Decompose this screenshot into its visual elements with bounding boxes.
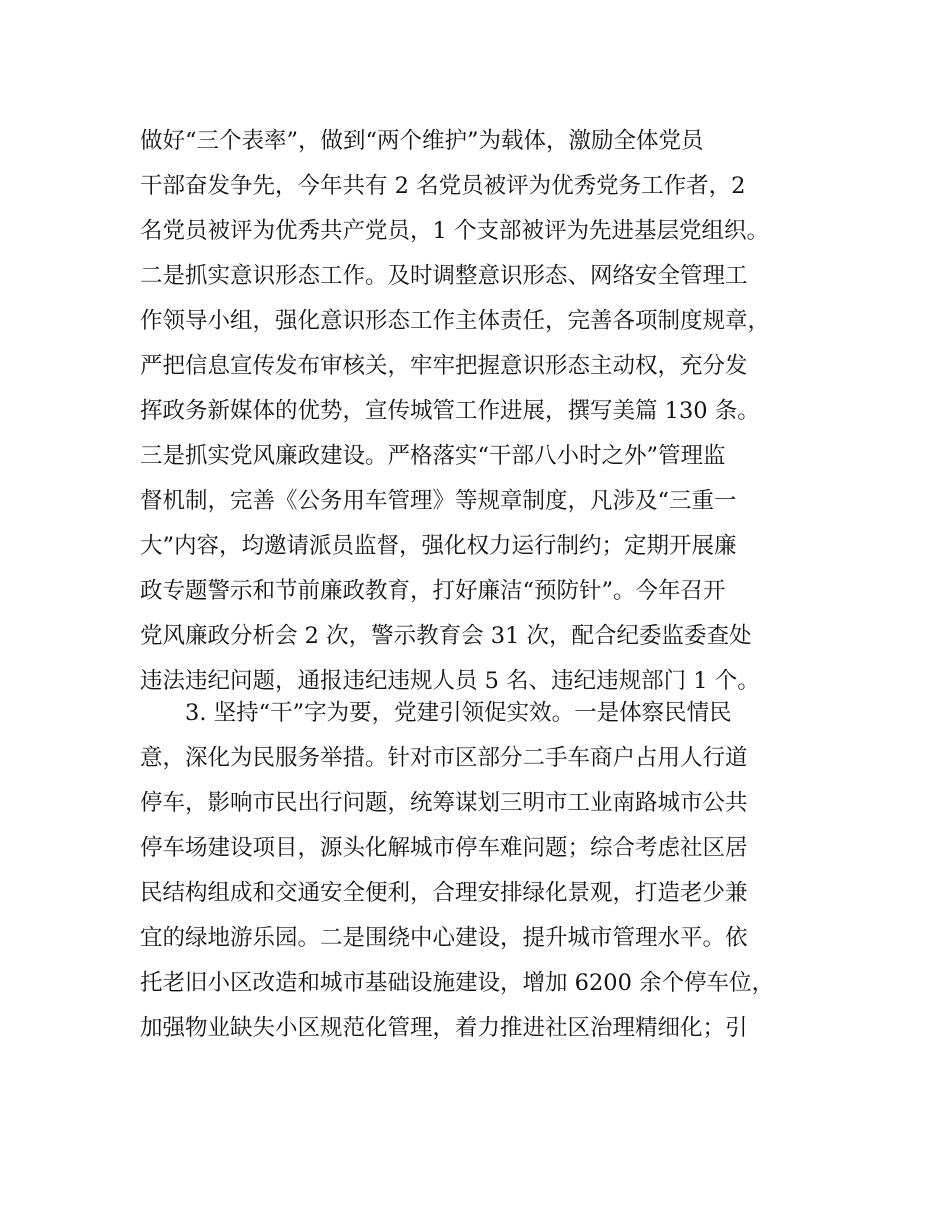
text-line: 停车场建设项目，源头化解城市停车难问题；综合考虑社区居 — [140, 835, 748, 861]
text-line: 政专题警示和节前廉政教育，打好廉洁“预防针”。今年召开 — [140, 578, 726, 604]
text-line: 意，深化为民服务举措。针对市区部分二手车商户占用人行道 — [140, 745, 748, 771]
text-line: 加强物业缺失小区规范化管理，着力推进社区治理精细化；引 — [140, 1015, 748, 1041]
paragraph-section-3 — [140, 691, 820, 1051]
text-line: 督机制，完善《公务用车管理》等规章制度，凡涉及“三重一 — [140, 488, 737, 514]
text-line: 托老旧小区改造和城市基础设施建设，增加 6200 余个停车位， — [140, 970, 775, 996]
text-line: 挥政务新媒体的优势，宣传城管工作进展，撰写美篇 130 条。 — [140, 398, 760, 424]
text-line: 违法违纪问题，通报违纪违规人员 5 名、违纪违规部门 1 个。 — [140, 668, 760, 694]
text-line: 党风廉政分析会 2 次，警示教育会 31 次，配合纪委监委查处 — [140, 623, 752, 649]
text-line: 做好“三个表率”，做到“两个维护”为载体，激励全体党员 — [140, 128, 704, 154]
text-line: 大”内容，均邀请派员监督，强化权力运行制约；定期开展廉 — [140, 533, 737, 559]
text-line: 宜的绿地游乐园。二是围绕中心建设，提升城市管理水平。依 — [140, 925, 748, 951]
text-line: 三是抓实党风廉政建设。严格落实“干部八小时之外”管理监 — [140, 443, 726, 469]
text-line: 干部奋发争先，今年共有 2 名党员被评为优秀党务工作者，2 — [140, 173, 746, 199]
text-line: 二是抓实意识形态工作。及时调整意识形态、网络安全管理工 — [140, 263, 748, 289]
paragraph-party-building — [140, 119, 820, 704]
text-line: 严把信息宣传发布审核关，牢牢把握意识形态主动权，充分发 — [140, 353, 748, 379]
text-line: 民结构组成和交通安全便利，合理安排绿化景观，打造老少兼 — [140, 880, 748, 906]
text-line: 名党员被评为优秀共产党员，1 个支部被评为先进基层党组织。 — [140, 218, 769, 244]
text-line: 停车，影响市民出行问题，统筹谋划三明市工业南路城市公共 — [140, 790, 748, 816]
text-line: 作领导小组，强化意识形态工作主体责任，完善各项制度规章， — [140, 308, 771, 334]
text-line: 3. 坚持“干”字为要，党建引领促实效。一是体察民情民 — [140, 700, 732, 726]
